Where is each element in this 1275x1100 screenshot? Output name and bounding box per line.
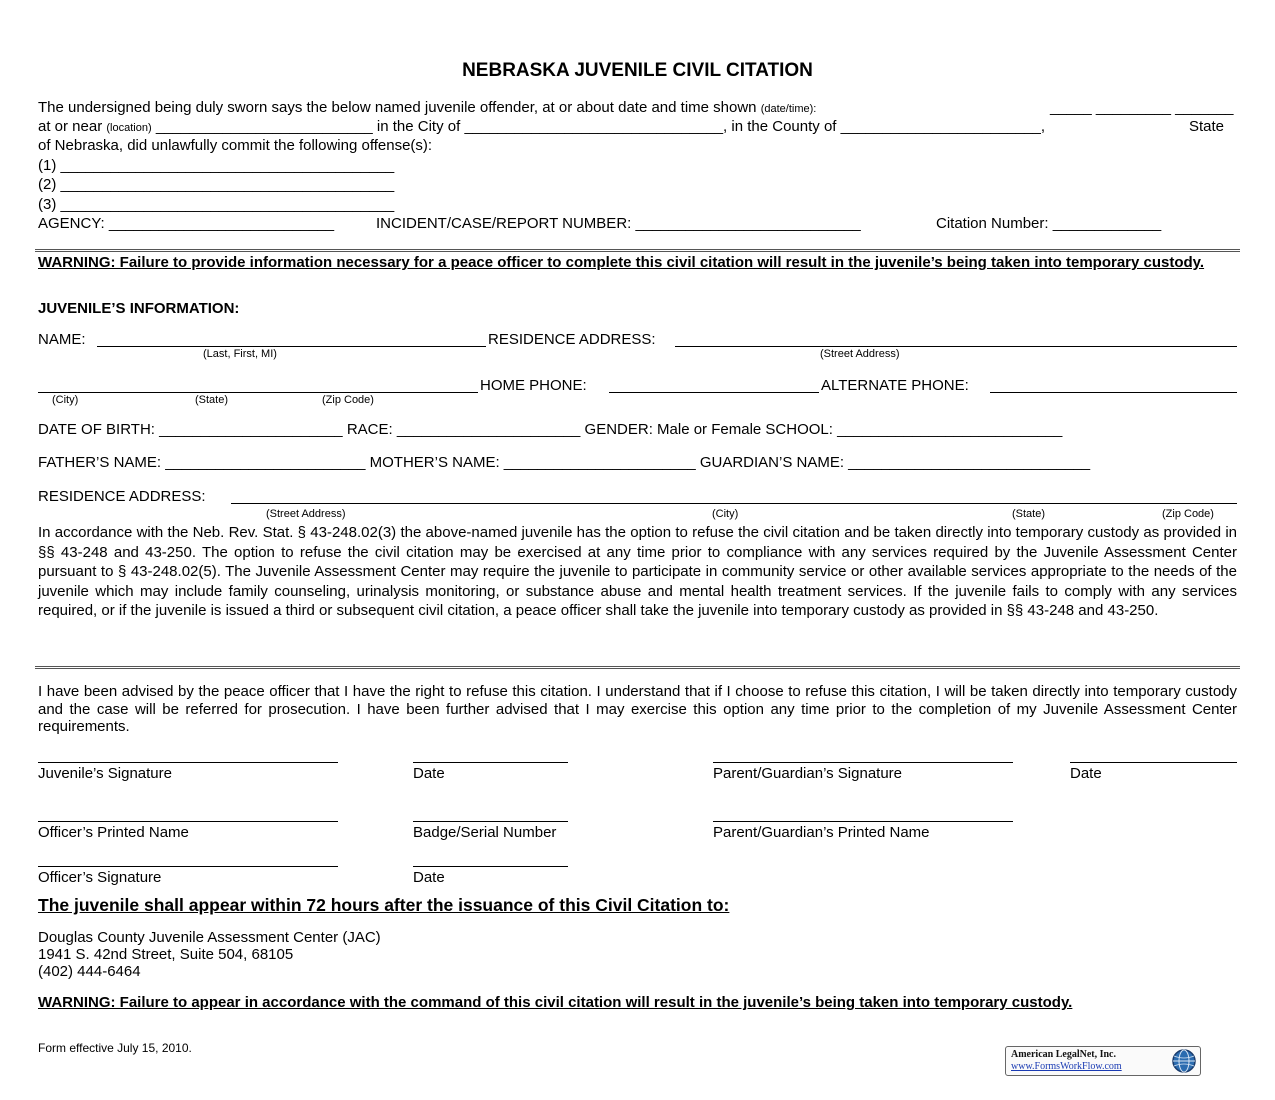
date-3-field[interactable] bbox=[413, 866, 568, 867]
name-label: NAME: bbox=[38, 331, 86, 348]
badge-serial-field[interactable] bbox=[413, 821, 568, 822]
dob-race-gender-school-line[interactable]: DATE OF BIRTH: ______________________ RACE: ______________________ GENDER: Male or Female SCHOOL: ___________________________ bbox=[38, 421, 1063, 438]
res2-city-hint: (City) bbox=[712, 508, 739, 520]
incident-number-field[interactable]: INCIDENT/CASE/REPORT NUMBER: ___________________________ bbox=[376, 215, 861, 232]
officer-printed-name-label: Officer’s Printed Name bbox=[38, 824, 189, 841]
intro-line-1 bbox=[38, 99, 816, 116]
datetime-label: (date/time): bbox=[760, 103, 817, 115]
residence-address-2-label: RESIDENCE ADDRESS: bbox=[38, 488, 206, 505]
county-text: in the County of bbox=[731, 118, 837, 135]
home-phone-label: HOME PHONE: bbox=[480, 377, 587, 394]
officer-signature-label: Officer’s Signature bbox=[38, 869, 162, 886]
date-2-field[interactable] bbox=[1070, 762, 1237, 763]
date-2-label: Date bbox=[1070, 765, 1102, 782]
parent-printed-name-field[interactable] bbox=[713, 821, 1013, 822]
date-1-label: Date bbox=[413, 765, 445, 782]
offense-2-field[interactable]: (2) ________________________________________ bbox=[38, 176, 395, 193]
intro-text: The undersigned being duly sworn says the below named juvenile offender, at or about date and time shown bbox=[38, 99, 757, 116]
intro-line-3: of Nebraska, did unlawfully commit the following offense(s): bbox=[38, 137, 433, 154]
advisement-paragraph: I have been advised by the peace officer that I have the right to refuse this citation. I understand that if I choose to refuse this citation, I will be taken directly into temporary custody and the case will be referred for prosecution. I have been further advised that I may exercise this option any time prior to the completion of my Juvenile Assessment Center requirements. bbox=[38, 683, 1237, 735]
city-text: in the City of bbox=[376, 118, 461, 135]
alternate-phone-label: ALTERNATE PHONE: bbox=[821, 377, 969, 394]
city-hint: (City) bbox=[52, 394, 79, 406]
parent-printed-name-label: Parent/Guardian’s Printed Name bbox=[713, 824, 930, 841]
divider-middle bbox=[35, 666, 1240, 669]
date-3-label: Date bbox=[413, 869, 445, 886]
juvenile-info-heading: JUVENILE’S INFORMATION: bbox=[38, 300, 240, 317]
jac-name: Douglas County Juvenile Assessment Center (JAC) bbox=[38, 929, 381, 946]
alternate-phone-field[interactable] bbox=[990, 392, 1237, 393]
badge-serial-label: Badge/Serial Number bbox=[413, 824, 557, 841]
location-field[interactable]: __________________________ bbox=[155, 118, 373, 135]
location-label: (location) bbox=[106, 122, 152, 134]
appear-heading: The juvenile shall appear within 72 hours after the issuance of this Civil Citation to: bbox=[38, 895, 730, 915]
datetime-field[interactable]: _____ _________ _______ bbox=[1050, 99, 1234, 116]
residence-address-2-field[interactable] bbox=[231, 503, 1237, 504]
offense-3-field[interactable]: (3) ________________________________________ bbox=[38, 196, 395, 213]
form-title: NEBRASKA JUVENILE CIVIL CITATION bbox=[462, 60, 813, 81]
res2-street-hint: (Street Address) bbox=[266, 508, 346, 520]
city-field[interactable]: _______________________________, bbox=[464, 118, 728, 135]
at-or-near-text: at or near bbox=[38, 118, 103, 135]
jac-phone: (402) 444-6464 bbox=[38, 963, 141, 980]
warning-bottom: WARNING: Failure to appear in accordance with the command of this civil citation will result in the juvenile’s being taken into temporary custody. bbox=[38, 994, 1073, 1011]
name-field[interactable] bbox=[97, 346, 486, 347]
parent-signature-field[interactable] bbox=[713, 762, 1013, 763]
street-hint: (Street Address) bbox=[820, 348, 900, 360]
residence-address-label: RESIDENCE ADDRESS: bbox=[488, 331, 656, 348]
home-phone-field[interactable] bbox=[609, 392, 819, 393]
jac-street: 1941 S. 42nd Street, Suite 504, 68105 bbox=[38, 946, 294, 963]
residence-address-field[interactable] bbox=[675, 346, 1237, 347]
logo-company-name: American LegalNet, Inc. bbox=[1011, 1049, 1116, 1060]
res2-zip-hint: (Zip Code) bbox=[1162, 508, 1214, 520]
logo-url[interactable]: www.FormsWorkFlow.com bbox=[1011, 1061, 1122, 1072]
state-hint: (State) bbox=[195, 394, 229, 406]
statute-paragraph: In accordance with the Neb. Rev. Stat. § 43-248.02(3) the above-named juvenile has the option to refuse the civil citation and be taken directly into temporary custody as provided in §§ 43-248 and 43-250. The option to refuse the civil citation may be exercised at any time prior to compliance with any services required by the Juvenile Assessment Center pursuant to § 43-248.02(5). The Juvenile Assessment Center may require the juvenile to participate in community service or other available services appropriate to the needs of the juvenile which may include family counseling, urinalysis monitoring, or substance abuse and mental health treatment services. If the juvenile fails to comply with any services required, or if the juvenile is issued a third or subsequent civil citation, a peace officer shall take the juvenile into temporary custody as provided in §§ 43-248 and 43-250. bbox=[38, 524, 1237, 619]
date-1-field[interactable] bbox=[413, 762, 568, 763]
state-text: State bbox=[1189, 118, 1225, 135]
offense-1-field[interactable]: (1) ________________________________________ bbox=[38, 157, 395, 174]
parents-names-line[interactable]: FATHER’S NAME: ________________________ MOTHER’S NAME: _______________________ GUARDIAN’S NAME: _____________________________ bbox=[38, 454, 1091, 471]
juvenile-signature-field[interactable] bbox=[38, 762, 338, 763]
citation-number-field[interactable]: Citation Number: _____________ bbox=[936, 215, 1162, 232]
officer-signature-field[interactable] bbox=[38, 866, 338, 867]
form-effective-date: Form effective July 15, 2010. bbox=[38, 1041, 192, 1055]
parent-signature-label: Parent/Guardian’s Signature bbox=[713, 765, 903, 782]
juvenile-signature-label: Juvenile’s Signature bbox=[38, 765, 172, 782]
zip-hint: (Zip Code) bbox=[322, 394, 374, 406]
american-legalnet-logo[interactable] bbox=[1005, 1046, 1201, 1076]
warning-top: WARNING: Failure to provide information necessary for a peace officer to complete this civil citation will result in the juvenile’s being taken into temporary custody. bbox=[38, 254, 1205, 271]
officer-printed-name-field[interactable] bbox=[38, 821, 338, 822]
county-field[interactable]: ________________________, bbox=[840, 118, 1046, 135]
name-hint: (Last, First, MI) bbox=[203, 348, 277, 360]
globe-icon bbox=[1171, 1048, 1197, 1074]
city-state-zip-field[interactable] bbox=[38, 392, 478, 393]
res2-state-hint: (State) bbox=[1012, 508, 1046, 520]
agency-field[interactable]: AGENCY: ___________________________ bbox=[38, 215, 335, 232]
intro-line-2 bbox=[38, 118, 1045, 135]
divider-top bbox=[35, 249, 1240, 252]
